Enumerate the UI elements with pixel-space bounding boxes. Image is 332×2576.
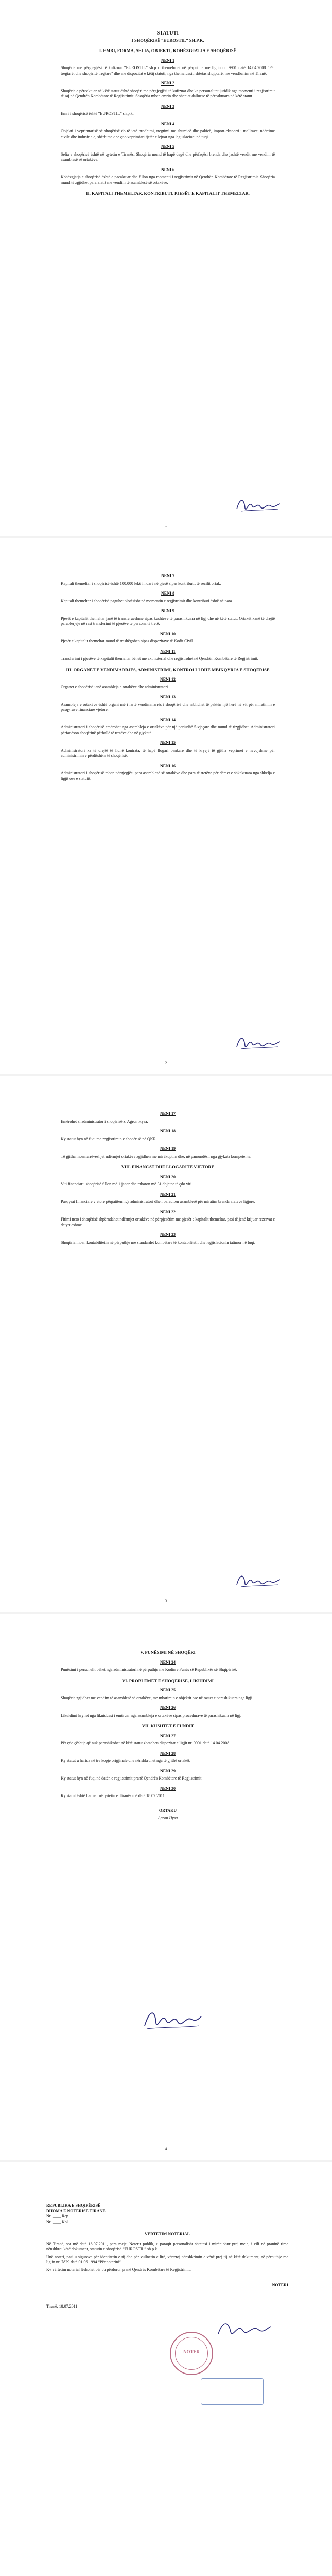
section-heading: I. EMRI, FORMA, SELIA, OBJEKTI, KOHËZGJATJA E SHOQËRISË	[99, 48, 237, 53]
article-text: Pasqyrat financiare vjetore përgatiten nga administratori dhe i paraqiten asamblesë për miratim brenda afateve ligjore.	[61, 1199, 255, 1204]
article-text: Ky statut hyn në fuqi me regjistrimin e shoqërisë në QKR.	[61, 1136, 157, 1141]
article-heading: NENI 10	[160, 631, 176, 636]
cert-header-line: Nr. ____ Rep	[46, 2214, 68, 2218]
article-heading: NENI 5	[161, 144, 174, 149]
article-text: Pjesët e kapitalit themeltar mund të trashëgohen sipas dispozitave të Kodit Civil.	[61, 639, 194, 643]
article-text: Administratori i shoqërisë mban përgjegjësi para asamblesë së ortakëve dhe para të tretëve për dëmet e shkaktuara nga shkelja e ligjit ose e statutit.	[61, 771, 275, 781]
article-heading: NENI 28	[160, 1751, 176, 1756]
article-heading: NENI 17	[160, 1111, 176, 1116]
article-heading: NENI 4	[161, 121, 174, 126]
article-heading: NENI 16	[160, 763, 176, 768]
article-heading: NENI 12	[160, 677, 176, 682]
section-heading: VIII. FINANCAT DHE LLOGARITË VJETORE	[121, 1164, 215, 1170]
page-5-notary-certificate	[0, 2162, 332, 2576]
article-text: Emërohet si administrator i shoqërisë z. Agron Hysa.	[61, 1118, 148, 1124]
article-heading: NENI 1	[161, 58, 174, 63]
article-text: Të gjitha mosmarrëveshjet ndërmjet ortakëve zgjidhen me mirëkuptim dhe, në pamundësi, nga gjykata kompetente.	[61, 1154, 252, 1159]
article-heading: NENI 25	[160, 1688, 176, 1692]
article-heading: NENI 19	[160, 1146, 176, 1151]
article-text: Shoqëria e përcaktuar në këtë statut është shoqëri me përgjegjësi të kufizuar dhe ka personalitet juridik nga momenti i regjistrimit të saj në Qendrën Kombëtare të Regjistrimit. Shoqëria mban emrin dhe shenjat dalluese të përcaktuara në këtë statut.	[61, 88, 275, 98]
notary-rectangular-stamp	[201, 2378, 264, 2405]
handwritten-signature	[142, 2005, 203, 2036]
article-heading: NENI 6	[161, 167, 174, 172]
article-text: Emri i shoqërisë është “EUROSTIL” sh.p.k.	[61, 111, 134, 116]
signer-name: Agron Hysa	[158, 1816, 178, 1820]
notary-seal-stamp	[170, 2332, 213, 2375]
article-text: Shoqëria me përgjegjësi të kufizuar “EUROSTIL” sh.p.k. themelohet në përputhje me ligjin nr. 9901 datë 14.04.2008 “Për tregtarët dhe shoqëritë tregtare” dhe me dispozitat e këtij statuti, nga themeluesit, shtetas shqiptarë, me vendbanim në Tiranë.	[61, 65, 275, 76]
section-heading: V. PUNËSIMI NË SHOQËRI	[140, 1650, 196, 1655]
cert-header-line: DHOMA E NOTERISË TIRANË	[46, 2208, 106, 2213]
closing-line: Ky statut është hartuar në qytetin e Tiranës më datë 18.07.2011	[61, 1793, 165, 1798]
noter-label: NOTERI	[272, 2283, 288, 2287]
cert-body-text: Ky vërtetim noterial lëshohet për t'u përdorur pranë Qendrës Kombëtare të Regjistrimit.	[46, 2267, 191, 2272]
article-text: Viti financiar i shoqërisë fillon më 1 janar dhe mbaron më 31 dhjetor të çdo viti.	[61, 1182, 193, 1187]
article-heading: NENI 20	[160, 1174, 176, 1179]
page-number: 1	[165, 523, 167, 528]
article-text: Kapitali themeltar i shoqërisë paguhet plotësisht në momentin e regjistrimit dhe kontributi është në para.	[61, 598, 233, 603]
article-text: Administratori i shoqërisë emërohet nga asambleja e ortakëve për një periudhë 5-vjeçare dhe mund të rizgjidhet. Administratori përfaqëson shoqërinë përballë të tretëve dhe në gjykatë.	[61, 725, 275, 735]
notary-signature	[216, 2316, 273, 2342]
article-text: Asambleja e ortakëve është organi më i lartë vendimmarrës i shoqërisë dhe mblidhet të paktën një herë në vit për miratimin e pasqyrave financiare vjetore.	[61, 702, 275, 712]
page-number: 4	[165, 2147, 167, 2151]
cert-body-text: Unë noteri, pasi u sigurova për identitetin e tij dhe për vullnetin e lirë, vërtetoj nënshkrimin e vënë prej tij në këtë dokument, në përputhje me ligjin nr. 7829 datë 01.06.1994 “Për noterinë”.	[46, 2254, 288, 2264]
article-heading: NENI 29	[160, 1768, 176, 1773]
article-text: Organet e shoqërisë janë asambleja e ortakëve dhe administratori.	[61, 684, 169, 689]
signature-label: ORTAKU	[159, 1808, 177, 1813]
section-heading: III. ORGANET E VENDIMARRJES, ADMINISTRIMI, KONTROLLI DHE MBIKQYRJA E SHOQËRISË	[66, 667, 270, 672]
article-text: Transferimi i pjesëve të kapitalit themeltar bëhet me akt noterial dhe regjistrohet në Qendrën Kombëtare të Regjistrimit.	[61, 656, 258, 661]
section-heading: VI. PROBLEMET E SHOQËRISË, LIKUIDIMI	[122, 1677, 214, 1683]
article-text: Fitimi neto i shoqërisë shpërndahet ndërmjet ortakëve në përpjesëtim me pjesët e kapitalit themeltar, pasi të jenë krijuar rezervat e detyrueshme.	[61, 1217, 275, 1227]
handwritten-signature	[234, 495, 283, 516]
article-heading: NENI 18	[160, 1129, 176, 1133]
article-text: Administratori ka të drejtë të lidhë kontrata, të hapë llogari bankare dhe të kryejë të gjitha veprimet e nevojshme për administrimin e përditshëm të shoqërisë.	[61, 748, 275, 758]
page-1-content	[61, 31, 275, 199]
cert-header-line: Nr. ____ Kol	[46, 2219, 68, 2224]
article-text: Kapitali themeltar i shoqërisë është 100.000 lekë i ndarë në pjesë sipas kontributit të secilit ortak.	[61, 581, 221, 586]
document-title: STATUTI	[156, 30, 179, 36]
article-heading: NENI 2	[161, 81, 174, 86]
article-heading: NENI 13	[160, 694, 176, 699]
page-3-content	[61, 1107, 275, 1247]
document-subtitle: I SHOQËRISË “EUROSTIL” SH.P.K.	[131, 37, 204, 43]
article-text: Kohëzgjatja e shoqërisë është e pacaktuar dhe fillon nga momenti i regjistrimit në Qendrën Kombëtare të Regjistrimit. Shoqëria mund të zgjidhet para afatit me vendim të asamblesë së ortakëve.	[61, 175, 275, 185]
handwritten-signature	[234, 1032, 283, 1054]
article-heading: NENI 30	[160, 1786, 176, 1791]
page-number: 3	[165, 1599, 167, 1603]
article-heading: NENI 27	[160, 1733, 176, 1738]
cert-title: VËRTETIM NOTERIAL	[145, 2232, 190, 2236]
page-number: 2	[165, 1061, 167, 1065]
article-heading: NENI 11	[160, 649, 176, 654]
article-heading: NENI 9	[161, 608, 174, 613]
section-heading: VII. KUSHTET E FUNDIT	[142, 1723, 194, 1728]
article-text: Ky statut hyn në fuqi në datën e regjistrimit pranë Qendrës Kombëtare të Regjistrimit.	[61, 1776, 203, 1781]
page-1	[0, 0, 332, 536]
article-text: Shoqëria mban kontabilitetin në përputhje me standardet kombëtare të kontabilitetit dhe legjislacionin tatimor në fuqi.	[61, 1240, 255, 1245]
cert-footer: Tiranë, 18.07.2011	[46, 2303, 78, 2309]
article-text: Pjesët e kapitalit themeltar janë të transferueshme sipas kushteve të parashikuara në ligj dhe në këtë statut. Ortakët kanë të drejtë parablerjeje në rast transferimi të pjesëve te persona të tretë.	[61, 616, 275, 626]
article-text: Selia e shoqërisë është në qytetin e Tiranës. Shoqëria mund të hapë degë dhe përfaqësi brenda dhe jashtë vendit me vendim të asamblesë së ortakëve.	[61, 151, 275, 162]
article-text: Shoqëria zgjidhet me vendim të asamblesë së ortakëve, me mbarimin e objektit ose në rastet e parashikuara nga ligji.	[61, 1695, 254, 1700]
article-heading: NENI 7	[161, 573, 174, 578]
article-text: Për çdo çështje që nuk parashikohet në këtë statut zbatohen dispozitat e ligjit nr. 9901 datë 14.04.2008.	[61, 1741, 231, 1745]
article-heading: NENI 15	[160, 740, 176, 745]
page-2	[0, 538, 332, 1074]
cert-body-text: Në Tiranë, sot më datë 18.07.2011, para meje, Noterit publik, u paraqit personalisht shtetasi i mirënjohur prej meje, i cili në praninë time nënshkroi këtë dokument, statutin e shoqërisë “EUROSTIL” sh.p.k.	[46, 2241, 288, 2251]
article-heading: NENI 8	[161, 591, 174, 596]
article-heading: NENI 26	[160, 1705, 176, 1710]
cert-header-line: REPUBLIKA E SHQIPËRISË	[46, 2203, 101, 2208]
article-heading: NENI 3	[161, 104, 174, 109]
article-heading: NENI 22	[160, 1209, 176, 1214]
page-4-content	[61, 1645, 275, 1821]
article-text: Likuidimi kryhet nga likuiduesi i emëruar nga asambleja e ortakëve sipas procedurave të parashikuara në ligj.	[61, 1713, 241, 1718]
stamp-text: NOTER	[183, 2349, 200, 2354]
article-heading: NENI 24	[160, 1659, 176, 1665]
article-text: Ky statut u hartua në tre kopje origjinale dhe nënshkruhet nga të gjithë ortakët.	[61, 1758, 190, 1763]
certificate-content	[46, 2203, 288, 2309]
article-heading: NENI 21	[160, 1192, 176, 1197]
section-heading: II. KAPITALI THEMELTAR, KONTRIBUTI, PJESËT E KAPITALIT THEMELTAR.	[86, 191, 250, 196]
article-text: Objekti i veprimtarisë së shoqërisë do të jetë prodhimi, tregtimi me shumicë dhe pakicë, import-eksporti i mallrave, ndërtime civile dhe industriale, shërbime dhe çdo veprimtari tjetër e lejuar nga legjislacioni në fuqi.	[61, 129, 275, 139]
article-text: Punësimi i personelit bëhet nga administratori në përputhje me Kodin e Punës së Republikës së Shqipërisë.	[61, 1667, 237, 1672]
article-heading: NENI 14	[160, 717, 176, 722]
page-2-content	[61, 569, 275, 784]
page-4	[0, 1614, 332, 2160]
handwritten-signature	[234, 1570, 283, 1592]
page-3	[0, 1076, 332, 1612]
article-heading: NENI 23	[160, 1232, 176, 1237]
